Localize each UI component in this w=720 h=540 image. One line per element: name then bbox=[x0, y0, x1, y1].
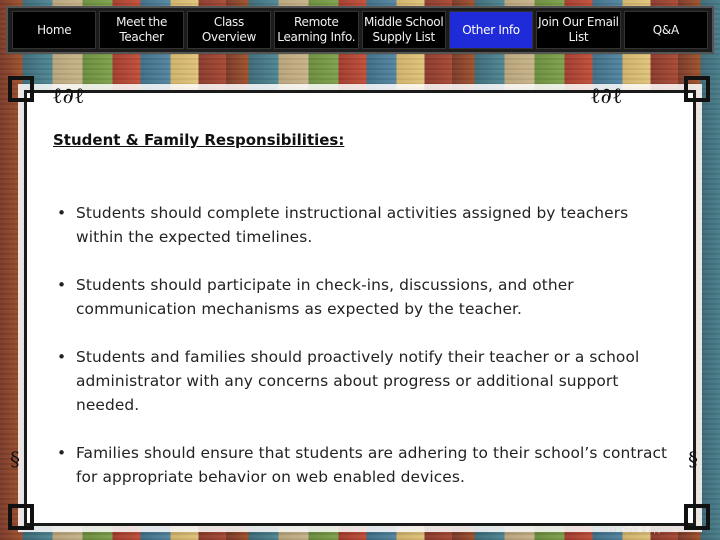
bullet-icon: • bbox=[57, 204, 67, 222]
list-item bbox=[53, 441, 673, 489]
nav-tab-remote-learning[interactable]: Remote Learning Info. bbox=[274, 11, 358, 49]
nav-tab-email-list[interactable]: Join Our Email List bbox=[536, 11, 620, 49]
list-item bbox=[53, 345, 673, 417]
list-item bbox=[53, 201, 673, 249]
bullet-icon: • bbox=[57, 348, 67, 366]
nav-tab-home[interactable]: Home bbox=[12, 11, 96, 49]
nav-tab-class-overview[interactable]: Class Overview bbox=[187, 11, 271, 49]
responsibilities-list bbox=[53, 201, 673, 513]
list-item-text: Families should ensure that students are adhering to their school’s contract for appropriate behavior on web enabled devices. bbox=[76, 444, 668, 486]
list-item-text: Students and families should proactively notify their teacher or a school administrator with any concerns about progress or additional support needed. bbox=[76, 348, 640, 414]
swirl-decoration-icon: ℓ∂ℓ bbox=[590, 84, 623, 109]
bullet-icon: • bbox=[57, 276, 67, 294]
nav-tab-other-info[interactable]: Other Info bbox=[449, 11, 533, 49]
list-item bbox=[53, 273, 673, 321]
swirl-decoration-icon: § bbox=[688, 447, 698, 471]
nav-tab-supply-list[interactable]: Middle School Supply List bbox=[362, 11, 446, 49]
copyright-text: © 2014 Chalk & Apples bbox=[590, 526, 673, 534]
frame-corner-decoration bbox=[684, 504, 710, 530]
section-title: Student & Family Responsibilities: bbox=[53, 131, 345, 149]
list-item-text: Students should participate in check-ins, discussions, and other communication mechanisms as expected by the teacher. bbox=[76, 276, 574, 318]
top-nav bbox=[6, 6, 714, 54]
bullet-icon: • bbox=[57, 444, 67, 462]
frame-corner-decoration bbox=[8, 76, 34, 102]
nav-tab-qa[interactable]: Q&A bbox=[624, 11, 708, 49]
nav-tab-meet-the-teacher[interactable]: Meet the Teacher bbox=[99, 11, 183, 49]
content-card bbox=[24, 90, 696, 526]
frame-corner-decoration bbox=[684, 76, 710, 102]
frame-corner-decoration bbox=[8, 504, 34, 530]
swirl-decoration-icon: § bbox=[10, 447, 20, 471]
swirl-decoration-icon: ℓ∂ℓ bbox=[52, 84, 85, 109]
list-item-text: Students should complete instructional activities assigned by teachers within the expected timelines. bbox=[76, 204, 629, 246]
